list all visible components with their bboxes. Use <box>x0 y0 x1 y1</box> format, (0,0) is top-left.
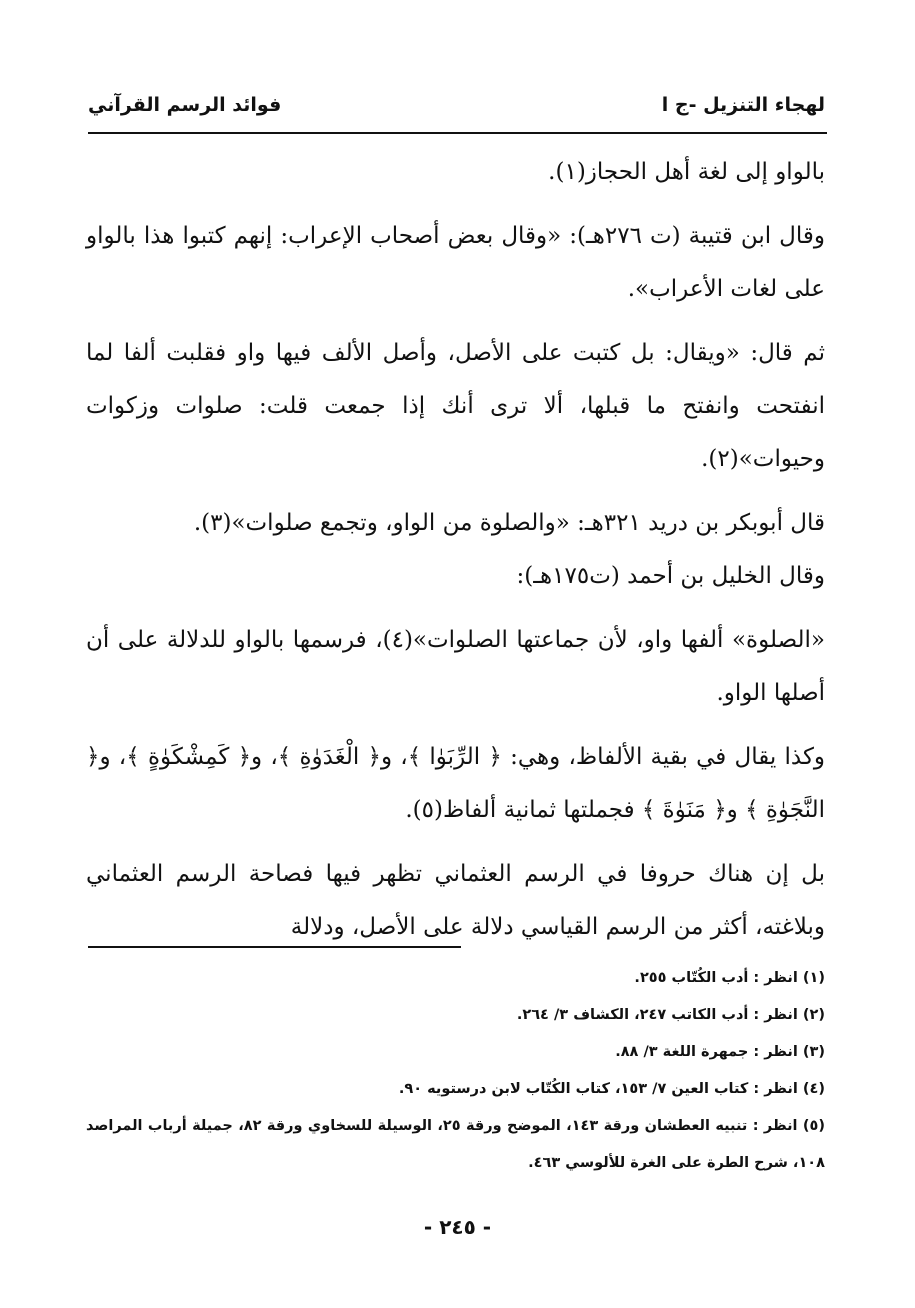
paragraph-6: «الصلوة» ألفها واو، لأن جماعتها الصلوات»(٤)، فرسمها بالواو للدلالة على أن أصلها الواو. <box>86 627 825 706</box>
footnote-1: (١) انظر : أدب الكُتّاب ٢٥٥. <box>634 970 825 986</box>
header-book-title: لهجاء التنزيل -ج ا <box>661 94 825 116</box>
running-header <box>88 88 825 128</box>
paragraph-8: بل إن هناك حروفا في الرسم العثماني تظهر فيها فصاحة الرسم العثماني وبلاغته، أكثر من الرسم القياسي دلالة على الأصل، ودلالة <box>86 861 825 940</box>
paragraph-7: وكذا يقال في بقية الألفاظ، وهي: ﴿ الرِّبَوٰا ﴾، و﴿ الْغَدَوٰةِ ﴾، و﴿ كَمِشْكَوٰةٍ ﴾، و﴿ النَّجَوٰةِ ﴾ و﴿ مَنَوٰةَ ﴾ فجملتها ثمانية ألفاظ(٥). <box>86 744 825 823</box>
footnote-4: (٤) انظر : كتاب العين ٧/ ١٥٣، كتاب الكُتّاب لابن درستويه ٩٠. <box>398 1081 825 1097</box>
paragraph-3: ثم قال: «ويقال: بل كتبت على الأصل، وأصل الألف فيها واو فقلبت ألفا لما انفتحت وانفتح ما قبلها، ألا ترى أنك إذا جمعت قلت: صلوات وزكوات وحيوات»(٢). <box>86 340 825 472</box>
footnotes <box>86 960 825 1182</box>
header-section-title: فوائد الرسم القرآني <box>88 94 282 116</box>
main-text <box>86 146 825 965</box>
paragraph-5: وقال الخليل بن أحمد (ت١٧٥هـ): <box>516 563 825 589</box>
paragraph-4: قال أبوبكر بن دريد ٣٢١هـ: «والصلوة من الواو، وتجمع صلوات»(٣). <box>193 510 825 536</box>
footnote-3: (٣) انظر : جمهرة اللغة ٣/ ٨٨. <box>615 1044 825 1060</box>
footnote-divider <box>88 946 461 948</box>
page-number: - ٢٤٥ - <box>423 1215 492 1239</box>
paragraph-1: بالواو إلى لغة أهل الحجاز(١). <box>548 159 825 185</box>
paragraph-2: وقال ابن قتيبة (ت ٢٧٦هـ): «وقال بعض أصحاب الإعراب: إنهم كتبوا هذا بالواو على لغات الأعراب». <box>86 223 825 302</box>
footnote-5: (٥) انظر : تنبيه العطشان ورقة ١٤٣، الموضح ورقة ٢٥، الوسيلة للسخاوي ورقة ٨٢، جميلة أرباب المراصد ١٠٨، شرح الطرة على الغرة للألوسي ٤٦٣. <box>86 1118 825 1171</box>
header-divider <box>88 132 827 134</box>
footnote-2: (٢) انظر : أدب الكاتب ٢٤٧، الكشاف ٣/ ٢٦٤. <box>516 1007 825 1023</box>
